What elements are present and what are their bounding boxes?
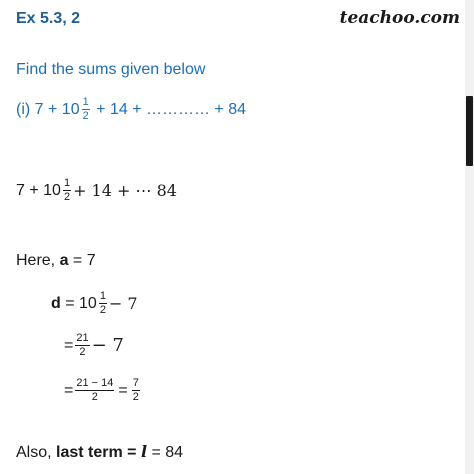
fraction-denominator: 2 — [91, 391, 98, 403]
step-three-equals-2: = — [118, 381, 128, 399]
l-variable: l — [140, 442, 148, 461]
first-term-line — [16, 252, 96, 270]
fraction-denominator: 2 — [132, 391, 139, 403]
also-label: Also, — [16, 444, 57, 461]
step-two-equals: = — [64, 336, 74, 354]
a-value: = 7 — [68, 252, 96, 269]
fraction-numerator: 1 — [99, 290, 106, 302]
series-fraction — [63, 178, 71, 203]
fraction-numerator: 1 — [63, 177, 71, 189]
fraction-numerator: 21 — [76, 332, 89, 344]
fraction-denominator: 2 — [82, 110, 89, 122]
here-label: Here, — [16, 252, 60, 269]
question-part-text: (i) 7 + 10 — [16, 100, 80, 118]
step-three-fraction — [75, 378, 114, 403]
fraction-denominator: 2 — [79, 346, 86, 358]
step-three-line — [64, 378, 142, 403]
question-instruction: Find the sums given below — [16, 61, 206, 78]
last-term-line — [16, 442, 183, 462]
series-rest: + 14 + ⋯ 84 — [73, 181, 177, 200]
exercise-title: Ex 5.3, 2 — [16, 10, 81, 27]
question-rest: + 14 + ………… + 84 — [91, 100, 247, 118]
fraction-numerator: 21 − 14 — [76, 377, 114, 389]
fraction-numerator: 7 — [132, 377, 139, 389]
question-part-i — [16, 97, 246, 122]
d-minus: − 7 — [108, 294, 138, 313]
a-variable: a — [59, 252, 69, 269]
series-start: 7 + 10 — [16, 181, 61, 199]
d-variable: d — [51, 294, 61, 312]
step-two-minus: − 7 — [91, 335, 124, 356]
scrollbar-track[interactable] — [465, 0, 474, 474]
scrollbar-thumb[interactable] — [466, 96, 473, 166]
fraction-denominator: 2 — [63, 191, 71, 203]
d-fraction — [99, 291, 107, 316]
question-fraction — [82, 97, 90, 122]
step-two-fraction — [75, 333, 89, 358]
common-difference-line — [51, 291, 138, 316]
last-term-label: last term = — [56, 444, 141, 461]
step-three-equals: = — [64, 381, 74, 399]
series-expression — [16, 178, 177, 203]
teachoo-logo: teachoo.com — [339, 8, 460, 28]
fraction-denominator: 2 — [99, 304, 106, 316]
l-value: = 84 — [147, 444, 184, 461]
step-two-line — [64, 333, 124, 358]
fraction-numerator: 1 — [82, 96, 89, 108]
d-equals: = 10 — [60, 294, 97, 312]
step-three-result-fraction — [132, 378, 140, 403]
